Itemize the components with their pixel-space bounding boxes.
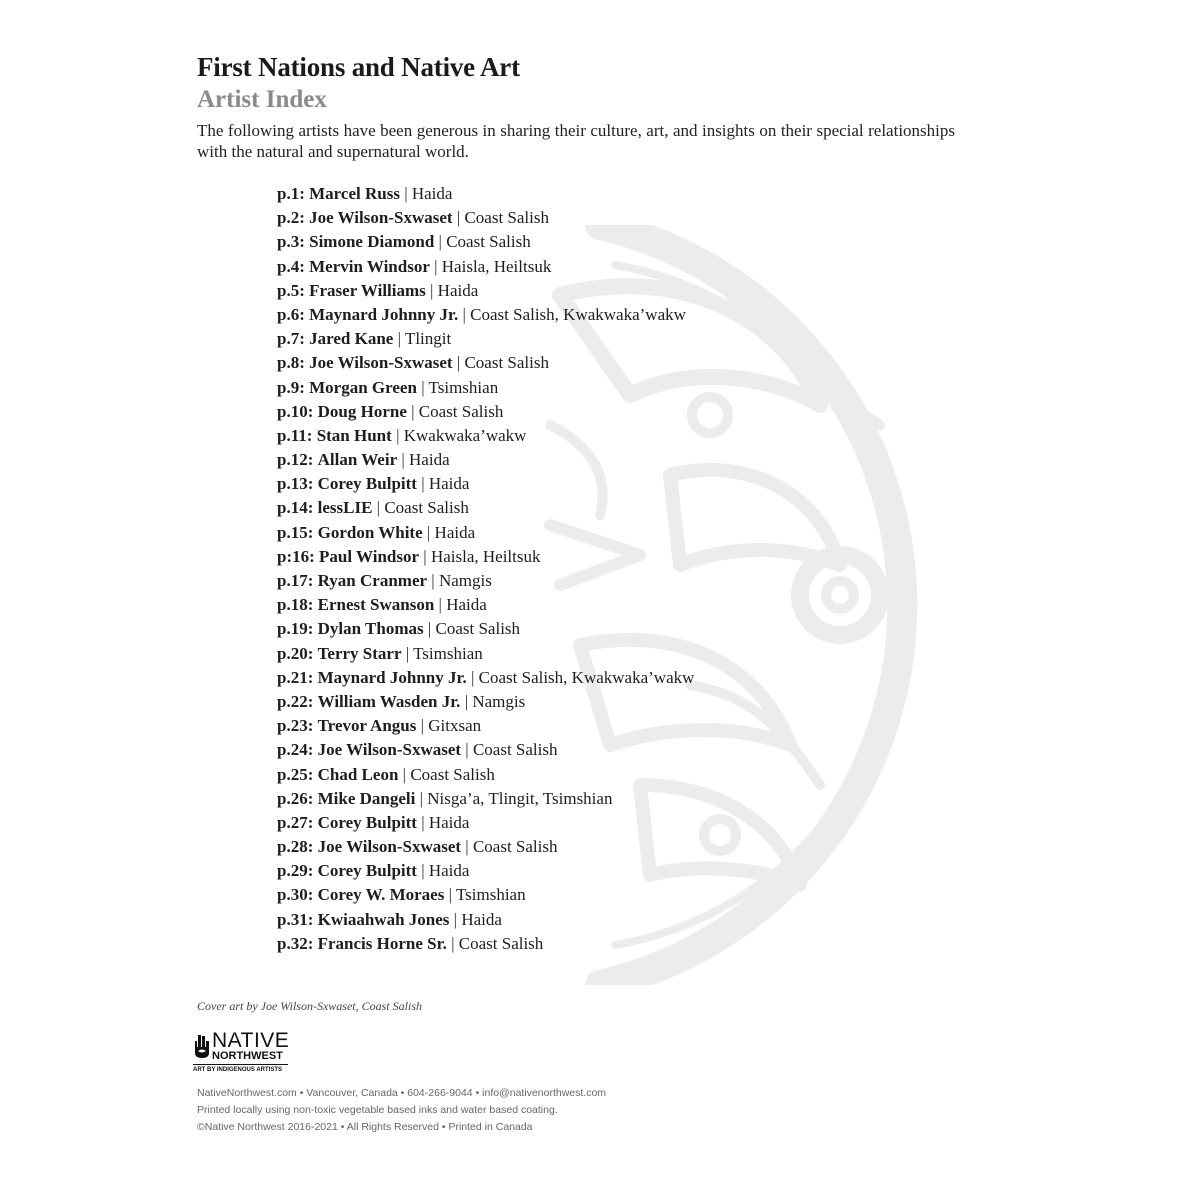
artist-nation: Coast Salish xyxy=(410,764,495,784)
artist-index-entry xyxy=(277,327,694,351)
entry-separator: | xyxy=(465,837,469,857)
artist-page-number: p.25: xyxy=(277,764,314,784)
artist-name: Allan Weir xyxy=(317,450,398,470)
artist-index-entry xyxy=(277,303,694,327)
artist-name: Dylan Thomas xyxy=(317,619,424,639)
artist-index-entry xyxy=(277,230,694,254)
entry-separator: | xyxy=(430,280,434,300)
entry-separator: | xyxy=(434,256,438,276)
artist-nation: Haida xyxy=(428,812,470,832)
artist-index-entry xyxy=(277,908,694,932)
artist-nation: Coast Salish xyxy=(472,740,558,760)
artist-nation: Tsimshian xyxy=(455,885,526,905)
artist-page-number: p.6: xyxy=(277,304,305,324)
artist-name: Doug Horne xyxy=(317,401,407,421)
artist-nation: Kwakwaka’wakw xyxy=(403,425,527,445)
entry-separator: | xyxy=(465,740,469,760)
artist-index-entry xyxy=(277,666,694,690)
artist-name: Chad Leon xyxy=(317,764,399,784)
entry-separator: | xyxy=(405,643,410,663)
artist-nation: Gitxsan xyxy=(428,716,482,736)
artist-page-number: p.29: xyxy=(277,861,314,881)
artist-nation: Coast Salish xyxy=(472,837,558,857)
artist-page-number: p:16: xyxy=(277,546,315,566)
artist-name: Corey Bulpitt xyxy=(317,474,417,494)
artist-index-entry xyxy=(277,448,694,472)
artist-index-entry xyxy=(277,617,694,641)
logo-northwest-text: NORTHWEST xyxy=(212,1050,283,1062)
artist-name: Fraser Williams xyxy=(309,280,426,300)
artist-nation: Coast Salish xyxy=(464,353,549,373)
artist-page-number: p.22: xyxy=(277,691,314,711)
artist-index-entry xyxy=(277,472,694,496)
entry-separator: | xyxy=(421,812,425,832)
artist-nation: Haisla, Heiltsuk xyxy=(430,546,541,566)
artist-page-number: p.9: xyxy=(277,377,305,397)
artist-name: Corey W. Moraes xyxy=(317,885,445,905)
footer-copyright: ©Native Northwest 2016-2021 • All Rights Reserved • Printed in Canada xyxy=(197,1121,533,1133)
artist-index-entry xyxy=(277,351,694,375)
artist-name: Ernest Swanson xyxy=(317,595,435,615)
artist-name: Maynard Johnny Jr. xyxy=(309,304,459,324)
artist-nation: Coast Salish xyxy=(464,208,549,228)
page-subtitle: Artist Index xyxy=(197,86,327,113)
entry-separator: | xyxy=(464,691,469,711)
artist-name: Jared Kane xyxy=(309,329,394,349)
footer-contact: NativeNorthwest.com • Vancouver, Canada • 604-266-9044 • info@nativenorthwest.com xyxy=(197,1087,607,1099)
artist-name: Francis Horne Sr. xyxy=(317,933,447,953)
entry-separator: | xyxy=(438,595,442,615)
artist-index-entry xyxy=(277,521,694,545)
artist-index-entry xyxy=(277,859,694,883)
footer-printing-note: Printed locally using non-toxic vegetable based inks and water based coating. xyxy=(197,1104,558,1116)
artist-name: Corey Bulpitt xyxy=(317,812,417,832)
artist-page-number: p.27: xyxy=(277,812,314,832)
artist-nation: Coast Salish xyxy=(458,933,544,953)
artist-nation: Coast Salish, Kwakwaka’wakw xyxy=(478,667,695,687)
artist-nation: Haida xyxy=(428,474,470,494)
artist-nation: Haida xyxy=(437,280,479,300)
artist-page-number: p.12: xyxy=(277,450,314,470)
cover-art-credit: Cover art by Joe Wilson-Sxwaset, Coast Salish xyxy=(197,999,422,1013)
footer xyxy=(197,1085,606,1136)
artist-page-number: p.4: xyxy=(277,256,305,276)
artist-nation: Haida xyxy=(411,184,453,203)
artist-name: Morgan Green xyxy=(309,377,417,397)
artist-index-entry xyxy=(277,787,694,811)
entry-separator: | xyxy=(396,425,400,445)
artist-nation: Tsimshian xyxy=(413,643,483,663)
artist-nation: Tlingit xyxy=(404,329,452,349)
native-northwest-logo xyxy=(193,1029,293,1075)
artist-page-number: p.18: xyxy=(277,595,314,615)
artist-name: Terry Starr xyxy=(317,643,402,663)
artist-name: Gordon White xyxy=(317,522,423,542)
artist-nation: Coast Salish, Kwakwaka’wakw xyxy=(470,304,686,324)
artist-name: Mike Dangeli xyxy=(317,788,416,808)
artist-index-entry xyxy=(277,545,694,569)
entry-separator: | xyxy=(397,329,401,349)
entry-separator: | xyxy=(421,474,425,494)
entry-separator: | xyxy=(421,861,425,881)
artist-name: Joe Wilson-Sxwaset xyxy=(317,837,462,857)
entry-separator: | xyxy=(404,184,408,203)
artist-page-number: p.1: xyxy=(277,184,305,203)
artist-page-number: p.15: xyxy=(277,522,314,542)
entry-separator: | xyxy=(402,764,407,784)
entry-separator: | xyxy=(431,571,435,590)
artist-name: Paul Windsor xyxy=(319,546,420,566)
artist-name: Ryan Cranmer xyxy=(317,571,428,590)
logo-native-text: NATIVE xyxy=(212,1029,290,1052)
artist-nation: Tsimshian xyxy=(428,377,499,397)
artist-index-entry xyxy=(277,690,694,714)
artist-nation: Haida xyxy=(409,450,450,470)
artist-name: lessLIE xyxy=(317,498,373,518)
artist-page-number: p.14: xyxy=(277,498,314,518)
artist-index-entry xyxy=(277,279,694,303)
artist-index-entry xyxy=(277,714,694,738)
artist-nation: Haida xyxy=(428,861,470,881)
entry-separator: | xyxy=(456,208,461,228)
entry-separator: | xyxy=(411,401,415,421)
hand-icon xyxy=(193,1033,211,1059)
entry-separator: | xyxy=(448,885,452,905)
entry-separator: | xyxy=(451,933,455,953)
artist-nation: Haida xyxy=(446,595,487,615)
entry-separator: | xyxy=(456,353,461,373)
entry-separator: | xyxy=(419,788,424,808)
artist-page-number: p.20: xyxy=(277,643,314,663)
artist-index-entry xyxy=(277,400,694,424)
entry-separator: | xyxy=(376,498,381,518)
artist-nation: Coast Salish xyxy=(418,401,504,421)
artist-nation: Coast Salish xyxy=(435,619,521,639)
artist-nation: Namgis xyxy=(472,691,526,711)
artist-name: Corey Bulpitt xyxy=(317,861,417,881)
artist-page-number: p.8: xyxy=(277,353,305,373)
entry-separator: | xyxy=(401,450,405,470)
artist-index-entry xyxy=(277,835,694,859)
artist-nation: Coast Salish xyxy=(384,498,469,518)
artist-name: William Wasden Jr. xyxy=(317,691,461,711)
entry-separator: | xyxy=(423,546,427,566)
artist-index-entry xyxy=(277,593,694,617)
artist-index-entry xyxy=(277,376,694,400)
artist-index-entry xyxy=(277,182,694,206)
entry-separator: | xyxy=(470,667,475,687)
artist-index-entry xyxy=(277,763,694,787)
artist-name: Kwiaahwah Jones xyxy=(317,909,450,929)
artist-name: Joe Wilson-Sxwaset xyxy=(317,740,462,760)
artist-index-entry xyxy=(277,206,694,230)
logo-tagline: ART BY INDIGENOUS ARTISTS xyxy=(193,1064,288,1074)
artist-index-entry xyxy=(277,496,694,520)
artist-nation: Namgis xyxy=(438,571,492,590)
page-title: First Nations and Native Art xyxy=(197,52,520,82)
artist-name: Mervin Windsor xyxy=(309,256,430,276)
artist-page-number: p.3: xyxy=(277,232,305,252)
artist-page-number: p.21: xyxy=(277,667,314,687)
artist-page-number: p.2: xyxy=(277,208,305,228)
intro-paragraph: The following artists have been generous in sharing their culture, art, and insights on their special relationships with the natural and supernatural world. xyxy=(197,121,955,161)
artist-nation: Nisga’a, Tlingit, Tsimshian xyxy=(427,788,613,808)
artist-index-entry xyxy=(277,883,694,907)
artist-index-entry xyxy=(277,255,694,279)
entry-separator: | xyxy=(438,232,442,252)
artist-index-entry xyxy=(277,738,694,762)
artist-page-number: p.5: xyxy=(277,280,305,300)
artist-index-entry xyxy=(277,642,694,666)
artist-page-number: p.7: xyxy=(277,329,305,349)
artist-page-number: p.31: xyxy=(277,909,314,929)
artist-name: Trevor Angus xyxy=(317,716,417,736)
entry-separator: | xyxy=(453,909,458,929)
artist-page-number: p.30: xyxy=(277,885,314,905)
artist-name: Maynard Johnny Jr. xyxy=(317,667,467,687)
artist-name: Joe Wilson-Sxwaset xyxy=(309,353,453,373)
artist-nation: Haida xyxy=(434,522,476,542)
artist-index-entry xyxy=(277,424,694,448)
entry-separator: | xyxy=(427,619,432,639)
artist-name: Simone Diamond xyxy=(309,232,435,252)
artist-page-number: p.32: xyxy=(277,933,314,953)
artist-index-entry xyxy=(277,932,694,956)
artist-index-list xyxy=(277,182,694,956)
artist-page-number: p.24: xyxy=(277,740,314,760)
artist-page-number: p.19: xyxy=(277,619,314,639)
artist-page-number: p.26: xyxy=(277,788,314,808)
entry-separator: | xyxy=(426,522,431,542)
artist-page-number: p.23: xyxy=(277,716,314,736)
artist-page-number: p.11: xyxy=(277,425,313,445)
artist-page-number: p.10: xyxy=(277,401,314,421)
artist-name: Marcel Russ xyxy=(309,184,400,203)
artist-page-number: p.13: xyxy=(277,474,314,494)
artist-name: Stan Hunt xyxy=(316,425,392,445)
artist-index-entry xyxy=(277,569,694,593)
entry-separator: | xyxy=(420,716,424,736)
entry-separator: | xyxy=(421,377,425,397)
artist-nation: Haisla, Heiltsuk xyxy=(441,256,552,276)
artist-page-number: p.17: xyxy=(277,571,314,590)
artist-nation: Coast Salish xyxy=(446,232,531,252)
artist-nation: Haida xyxy=(461,909,502,929)
artist-name: Joe Wilson-Sxwaset xyxy=(309,208,453,228)
artist-index-entry xyxy=(277,811,694,835)
entry-separator: | xyxy=(462,304,466,324)
artist-page-number: p.28: xyxy=(277,837,314,857)
